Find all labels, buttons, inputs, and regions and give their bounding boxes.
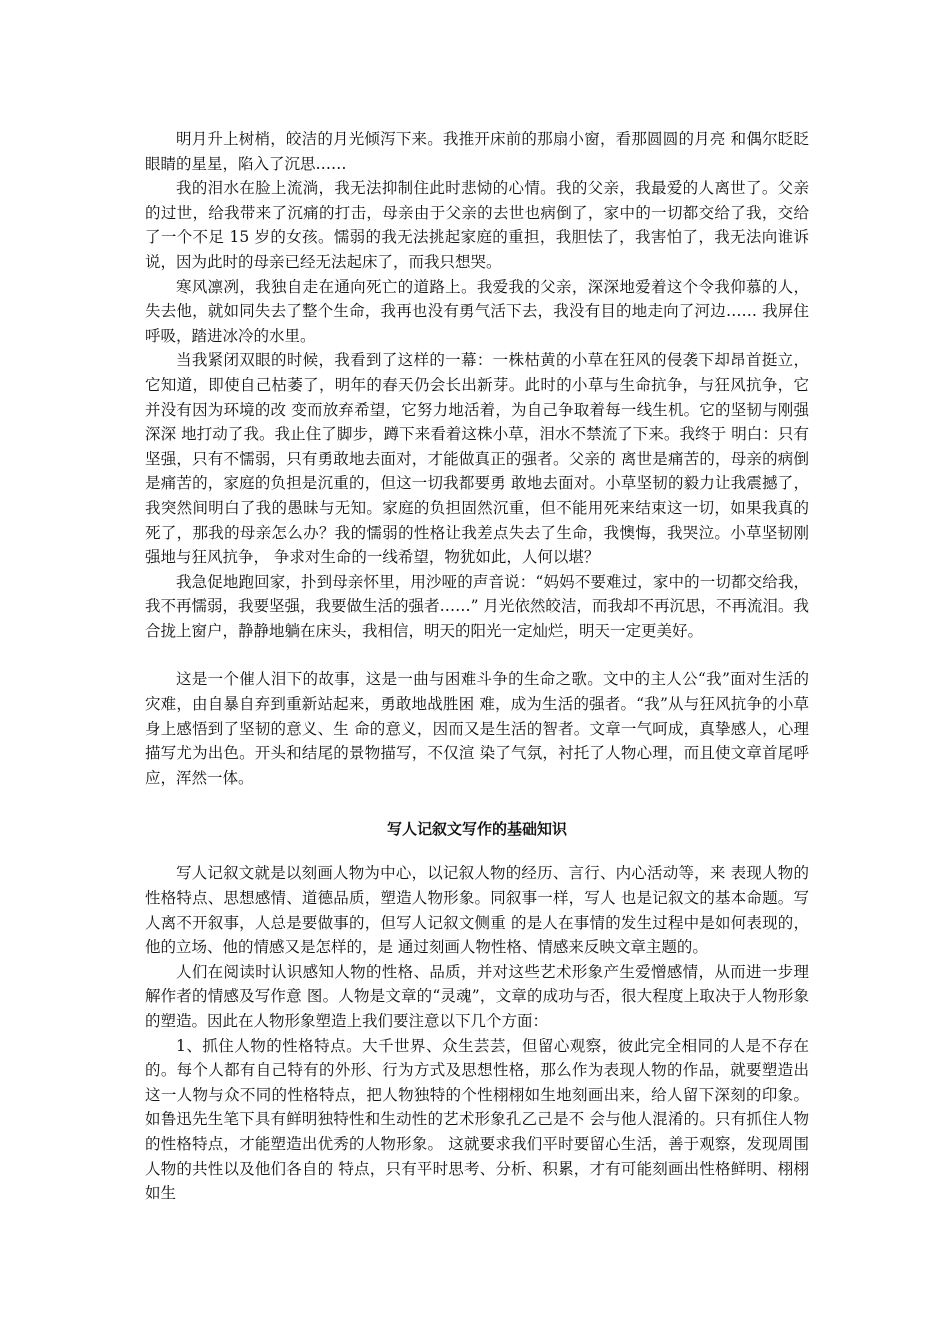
spacer [145, 841, 809, 861]
section-paragraph-3: 1、抓住人物的性格特点。大千世界、众生芸芸，但留心观察，彼此完全相同的人是不存在的。每个人都有自己特有的外形、行为方式及思想性格，那么作为表现人物的作品，就要塑造出 这一人物与众不同的性格特点，把人物独特的个性栩栩如生地刻画出来，给人留下深刻的印象。如鲁迅先生笔下具有鲜明独特性和生动性的艺术形象孔乙己是不 会与他人混淆的。只有抓住人物的性格特点，才能塑造出优秀的人物形象。 这就要求我们平时要留心生活，善于观察，发现周围人物的共性以及他们各自的 特点，只有平时思考、分析、积累，才有可能刻画出性格鲜明、栩栩如生 [145, 1036, 809, 1203]
commentary-paragraph: 这是一个催人泪下的故事，这是一曲与困难斗争的生命之歌。文中的主人公“我”面对生活的灾难，由自暴自弃到重新站起来，勇敢地战胜困 难，成为生活的强者。“我”从与狂风抗争的小草身上感悟到了坚韧的意义、生 命的意义，因而又是生活的智者。文章一气呵成，真挚感人，心理描写尤为出色。开头和结尾的景物描写，不仅渲 染了气氛，衬托了人物心理，而且使文章首尾呼应，浑然一体。 [145, 670, 809, 787]
story-paragraph-4: 当我紧闭双眼的时候，我看到了这样的一幕：一株枯黄的小草在狂风的侵袭下却昂首挺立，它知道，即使自己枯萎了，明年的春天仍会长出新芽。此时的小草与生命抗争，与狂风抗争，它并没有因为环境的改 变而放弃希望，它努力地活着，为自己争取着每一线生机。它的坚韧与刚强深深 地打动了我。我止住了脚步，蹲下来看着这株小草，泪水不禁流了下来。我终于 明白：只有坚强，只有不懦弱，只有勇敢地去面对，才能做真正的强者。父亲的 离世是痛苦的，母亲的病倒是痛苦的，家庭的负担是沉重的，但这一切我都要勇 敢地去面对。小草坚韧的毅力让我震撼了，我突然间明白了我的愚昧与无知。家庭的负担固然沉重，但不能用死来结束这一切，如果我真的死了，那我的母亲怎么办？我的懦弱的性格让我差点失去了生命，我懊悔，我哭泣。小草坚韧刚强地与狂风抗争， 争求对生命的一线希望，物犹如此，人何以堪？ [145, 351, 809, 567]
story-body [145, 127, 809, 643]
section-title: 写人记叙文写作的基础知识 [386, 820, 567, 839]
story-paragraph-3: 寒风凛冽，我独自走在通向死亡的道路上。我爱我的父亲，深深地爱着这个令我仰慕的人，失去他，就如同失去了整个生命，我再也没有勇气活下去，我没有目的地走向了河边…… 我屏住呼吸，踏进冰冷的水里。 [145, 277, 809, 345]
section-paragraph-1: 写人记叙文就是以刻画人物为中心，以记叙人物的经历、言行、内心活动等，来 表现人物的性格特点、思想感情、道德品质，塑造人物形象。同叙事一样，写人 也是记叙文的基本命题。写人离不开叙事，人总是要做事的，但写人记叙文侧重 的是人在事情的发生过程中是如何表现的，他的立场、他的情感又是怎样的，是 通过刻画人物性格、情感来反映文章主题的。 [145, 864, 809, 957]
spacer [145, 790, 809, 817]
story-paragraph-1: 明月升上树梢，皎洁的月光倾泻下来。我推开床前的那扇小窗，看那圆圆的月亮 和偶尔眨眨眼睛的星星，陷入了沉思…… [145, 130, 809, 173]
section-body [145, 861, 809, 1205]
document-page [145, 127, 809, 1206]
story-paragraph-2: 我的泪水在脸上流淌，我无法抑制住此时悲恸的心情。我的父亲，我最爱的人离世了。父亲的过世，给我带来了沉痛的打击，母亲由于父亲的去世也病倒了，家中的一切都交给了我，交给了一个不足 15 岁的女孩。懦弱的我无法挑起家庭的重担，我胆怯了，我害怕了，我无法向谁诉说，因为此时的母亲已经无法起床了，而我只想哭。 [145, 179, 809, 271]
section-paragraph-2: 人们在阅读时认识感知人物的性格、品质，并对这些艺术形象产生爱憎感情，从而进一步理解作者的情感及写作意 图。人物是文章的“灵魂”，文章的成功与否，很大程度上取决于人物形象的塑造。因此在人物形象塑造上我们要注意以下几个方面： [145, 962, 809, 1030]
story-paragraph-5: 我急促地跑回家，扑到母亲怀里，用沙哑的声音说：“妈妈不要难过，家中的一切都交给我，我不再懦弱，我要坚强，我要做生活的强者……” 月光依然皎洁，而我却不再沉思，不再流泪。我合拢上窗户，静静地躺在床头，我相信，明天的阳光一定灿烂，明天一定更美好。 [145, 572, 809, 640]
spacer [145, 643, 809, 667]
